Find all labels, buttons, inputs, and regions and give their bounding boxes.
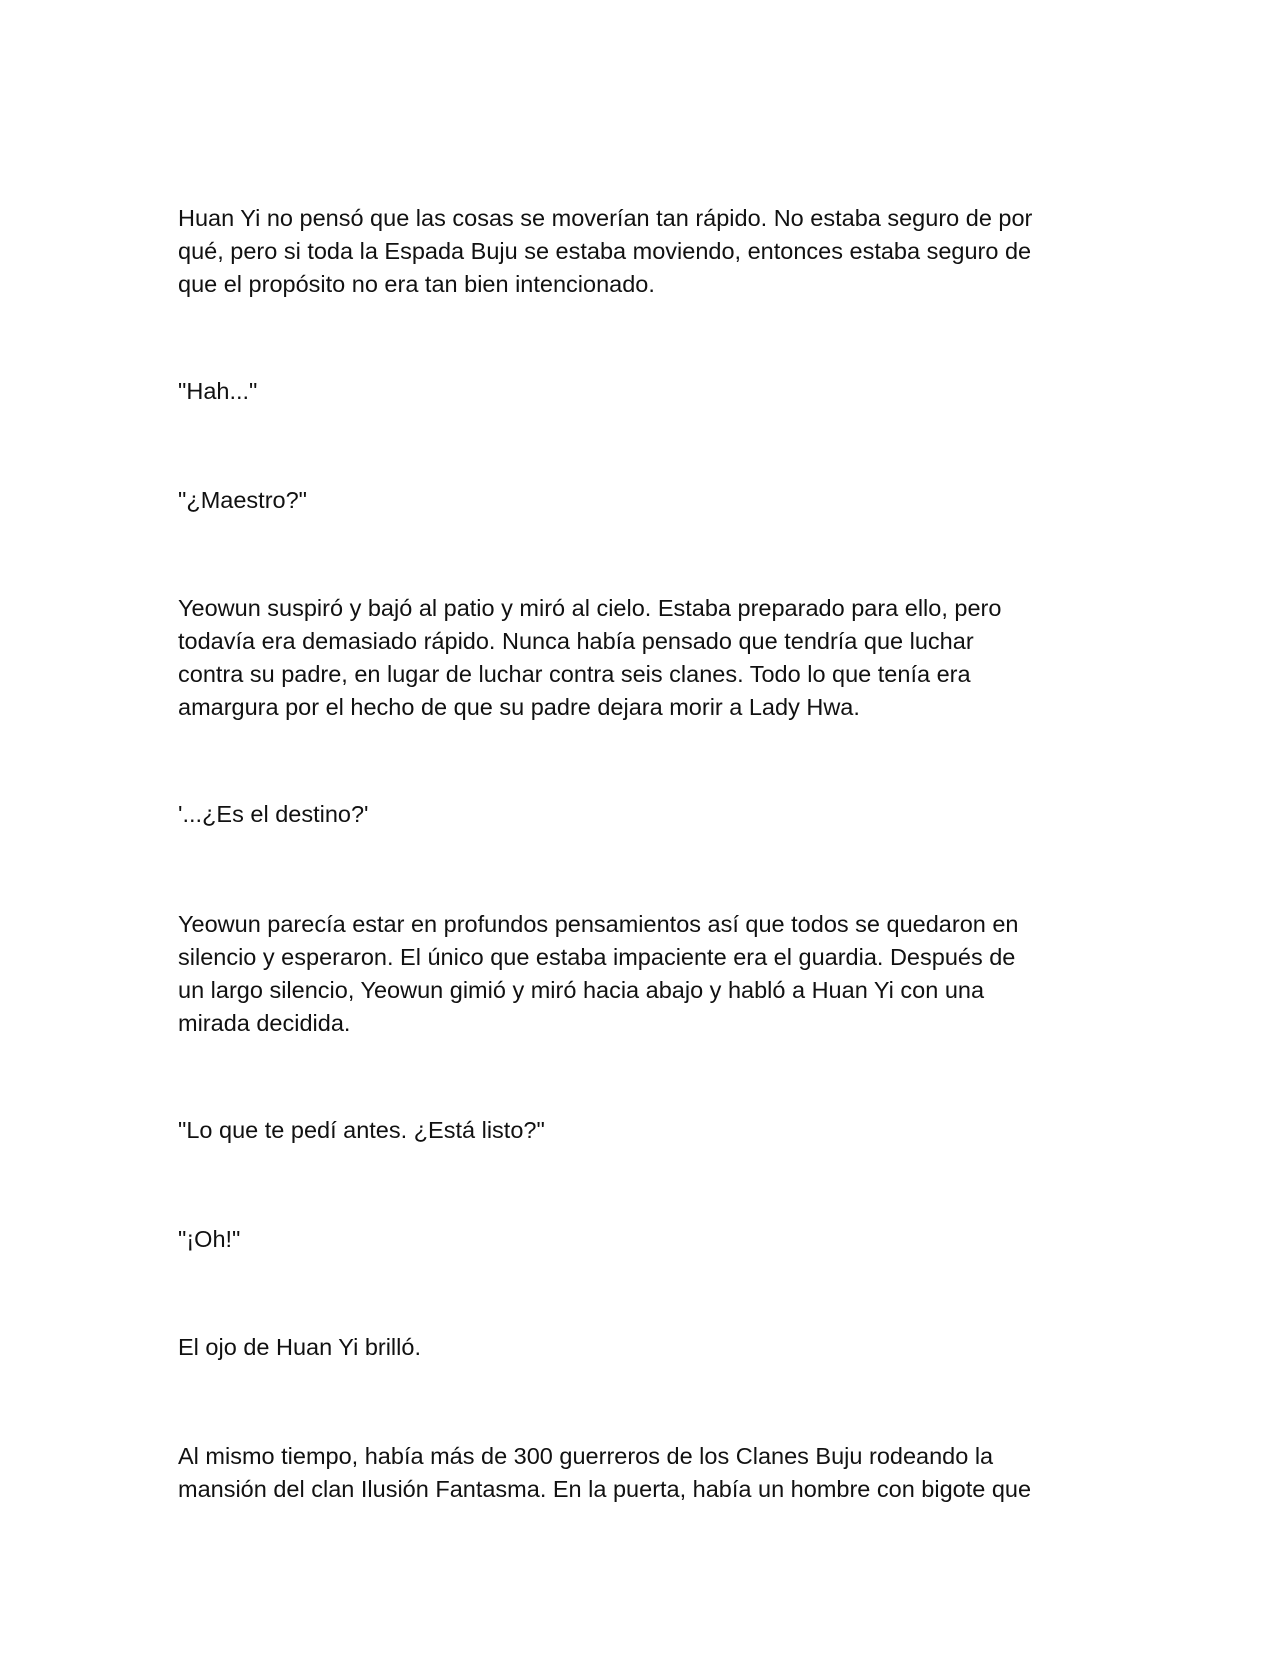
text-line: qué, pero si toda la Espada Buju se estaba moviendo, entonces estaba seguro de — [178, 238, 1032, 264]
paragraph-9 — [178, 1331, 1108, 1364]
text-line: Yeowun parecía estar en profundos pensamientos así que todos se quedaron en — [178, 911, 1019, 937]
text-line: un largo silencio, Yeowun gimió y miró hacia abajo y habló a Huan Yi con una — [178, 977, 985, 1003]
paragraph-2-dialogue — [178, 375, 1108, 408]
paragraph-1 — [178, 202, 1108, 301]
text-line: Yeowun suspiró y bajó al patio y miró al cielo. Estaba preparado para ello, pero — [178, 595, 1002, 621]
paragraph-8-dialogue — [178, 1223, 1108, 1256]
text-line: "¿Maestro?" — [178, 487, 307, 513]
text-line: "¡Oh!" — [178, 1226, 241, 1252]
text-line: todavía era demasiado rápido. Nunca había pensado que tendría que luchar — [178, 628, 974, 654]
text-line: que el propósito no era tan bien intencionado. — [178, 271, 655, 297]
text-line: contra su padre, en lugar de luchar contra seis clanes. Todo lo que tenía era — [178, 661, 971, 687]
paragraph-7-dialogue — [178, 1114, 1108, 1147]
text-line: "Lo que te pedí antes. ¿Está listo?" — [178, 1117, 545, 1143]
paragraph-4 — [178, 592, 1108, 724]
text-line: Al mismo tiempo, había más de 300 guerreros de los Clanes Buju rodeando la — [178, 1443, 994, 1469]
text-line: mirada decidida. — [178, 1010, 351, 1036]
text-line: El ojo de Huan Yi brilló. — [178, 1334, 421, 1360]
text-line: Huan Yi no pensó que las cosas se moverían tan rápido. No estaba seguro de por — [178, 205, 1033, 231]
paragraph-6 — [178, 908, 1108, 1040]
text-line: '...¿Es el destino?' — [178, 801, 369, 827]
text-line: mansión del clan Ilusión Fantasma. En la puerta, había un hombre con bigote que — [178, 1476, 1032, 1502]
text-line: "Hah..." — [178, 378, 258, 404]
text-line: silencio y esperaron. El único que estaba impaciente era el guardia. Después de — [178, 944, 1016, 970]
paragraph-10 — [178, 1440, 1108, 1506]
text-line: amargura por el hecho de que su padre dejara morir a Lady Hwa. — [178, 694, 860, 720]
paragraph-3-dialogue — [178, 484, 1108, 517]
paragraph-5-thought — [178, 798, 1108, 831]
